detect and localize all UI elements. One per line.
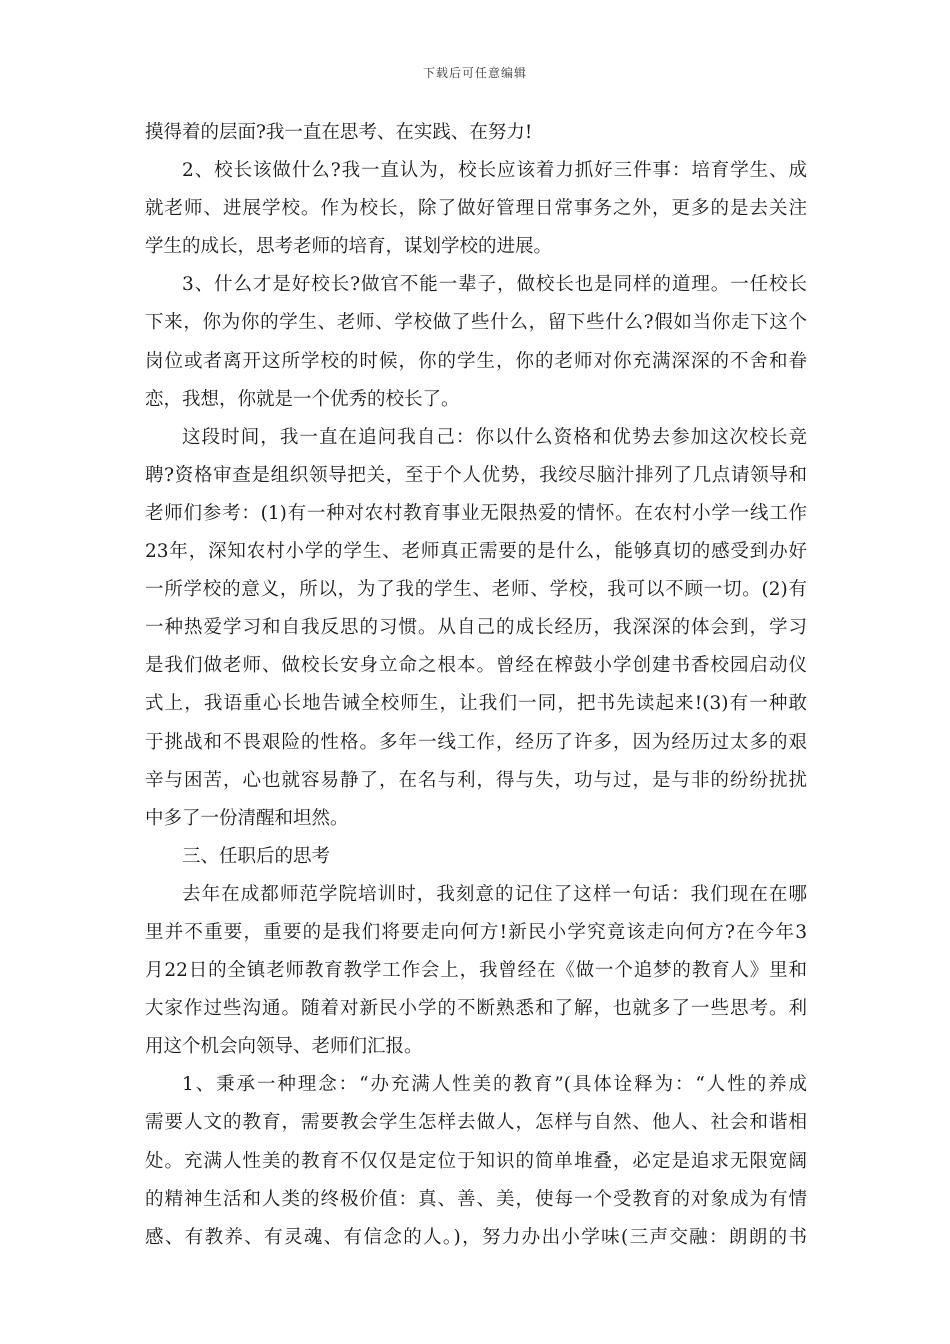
paragraph-start-line: 3、什么才是好校长?做官不能一辈子，做校长也是同样的道理。一任校长 <box>182 274 807 296</box>
text-line: 式上，我语重心长地告诫全校师生，让我们一同，把书先读起来!(3)有一种敢 <box>145 693 807 715</box>
text-line: 摸得着的层面?我一直在思考、在实践、在努力! <box>145 122 533 143</box>
text-line: 学生的成长，思考老师的培育，谋划学校的进展。 <box>145 236 553 258</box>
text-line: 下来，你为你的学生、老师、学校做了些什么，留下些什么?假如当你走下这个 <box>145 312 807 334</box>
text-line: 是我们做老师、做校长安身立命之根本。曾经在榨鼓小学创建书香校园启动仪 <box>145 655 807 677</box>
text-line: 岗位或者离开这所学校的时候，你的学生，你的老师对你充满深深的不舍和眷 <box>145 350 807 372</box>
text-line: 老师们参考：(1)有一种对农村教育事业无限热爱的情怀。在农村小学一线工作 <box>145 502 807 524</box>
document-body <box>145 114 807 1257</box>
text-line: 一所学校的意义，所以，为了我的学生、老师、学校，我可以不顾一切。(2)有 <box>145 579 807 601</box>
text-line: 就老师、进展学校。作为校长，除了做好管理日常事务之外，更多的是去关注 <box>145 198 807 220</box>
text-line: 一种热爱学习和自我反思的习惯。从自己的成长经历，我深深的体会到，学习 <box>145 617 807 639</box>
text-line: 需要人文的教育，需要教会学生怎样去做人，怎样与自然、他人、社会和谐相 <box>145 1112 807 1134</box>
text-line: 处。充满人性美的教育不仅仅是定位于知识的简单堆叠，必定是追求无限宽阔 <box>145 1150 807 1172</box>
text-line: 月22日的全镇老师教育教学工作会上，我曾经在《做一个追梦的教育人》里和 <box>145 960 807 982</box>
paragraph-start-line: 这段时间，我一直在追问我自己：你以什么资格和优势去参加这次校长竞 <box>182 426 807 448</box>
text-line: 恋，我想，你就是一个优秀的校长了。 <box>145 388 460 410</box>
text-line: 23年，深知农村小学的学生、老师真正需要的是什么，能够真切的感受到办好 <box>145 541 807 563</box>
paragraph-start-line: 1、秉承一种理念：“办充满人性美的教育”(具体诠释为：“人性的养成 <box>182 1074 807 1096</box>
section-heading: 三、任职后的思考 <box>182 845 331 867</box>
text-line: 感、有教养、有灵魂、有信念的人。)，努力办出小学味(三声交融：朗朗的书 <box>145 1226 807 1248</box>
text-line: 用这个机会向领导、老师们汇报。 <box>145 1036 423 1058</box>
text-line: 辛与困苦，心也就容易静了，在名与利，得与失，功与过，是与非的纷纷扰扰 <box>145 769 807 791</box>
text-line: 里并不重要，重要的是我们将要走向何方!新民小学究竟该走向何方?在今年3 <box>145 921 807 943</box>
paragraph-start-line: 2、校长该做什么?我一直认为，校长应该着力抓好三件事：培育学生、成 <box>182 160 807 182</box>
text-line: 大家作过些沟通。随着对新民小学的不断熟悉和了解，也就多了一些思考。利 <box>145 998 807 1020</box>
text-line: 中多了一份清醒和坦然。 <box>145 807 349 829</box>
text-line: 于挑战和不畏艰险的性格。多年一线工作，经历了许多，因为经历过太多的艰 <box>145 731 807 753</box>
paragraph-start-line: 去年在成都师范学院培训时，我刻意的记住了这样一句话：我们现在在哪 <box>182 883 807 905</box>
text-line: 的精神生活和人类的终极价值：真、善、美，使每一个受教育的对象成为有情 <box>145 1188 807 1210</box>
page-header: 下载后可任意编辑 <box>422 66 527 80</box>
text-line: 聘?资格审查是组织领导把关，至于个人优势，我绞尽脑汁排列了几点请领导和 <box>145 464 807 486</box>
